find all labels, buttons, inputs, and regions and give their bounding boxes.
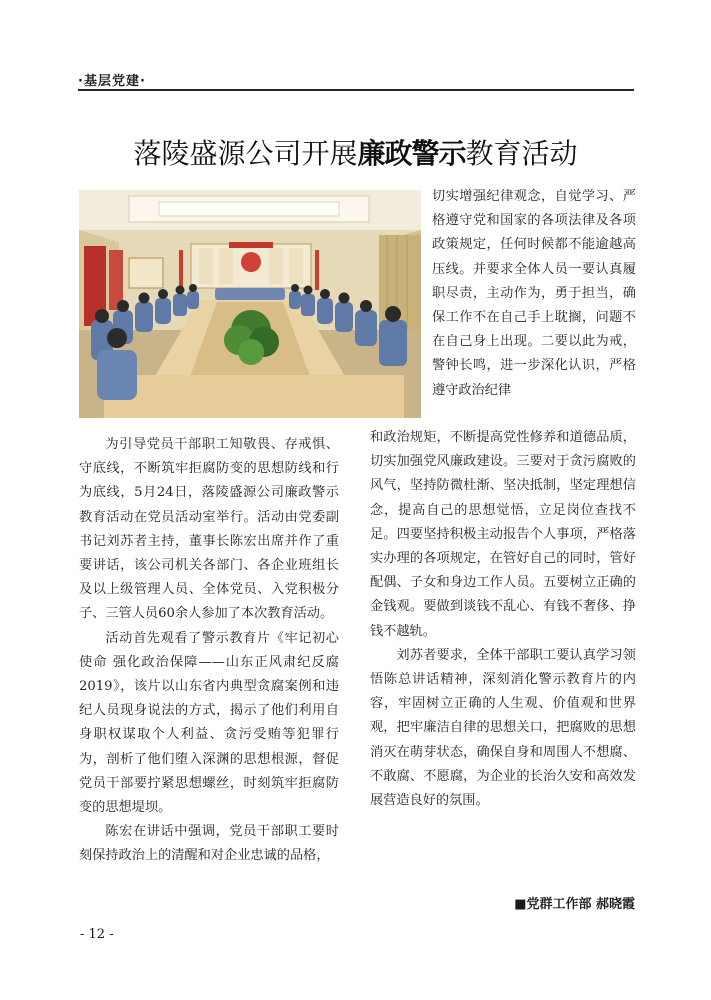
paragraph: 活动首先观看了警示教育片《牢记初心使命 强化政治保障——山东正风肃纪反腐2019》，该片以山东省内典型贪腐案例和违纪人员现身说法的方式，揭示了他们利用自身职权谋取个人利益、贪污受贿等犯罪行为，剖析了他们堕入深渊的思想根源，督促党员干部要拧紧思想螺丝，时刻筑牢拒腐防变的思想堤坝。	[79, 630, 339, 816]
paragraph: 和政治规矩，不断提高党性修养和道德品质，切实加强党风廉政建设。三要对于贪污腐败的风气，坚持防微杜渐、坚决抵制，坚定理想信念，提高自己的思想觉悟，立足岗位查找不足。四要坚持积极主动报告个人事项，严格落实办理的各项规定，在管好自己的同时，管好配偶、子女和身边工作人员。五要树立正确的金钱观。要做到谈钱不乱心、有钱不奢侈、挣钱不越轨。	[370, 430, 636, 639]
section-label: ·基层党建·	[78, 74, 146, 89]
paragraph: 陈宏在讲话中强调，党员干部职工要时刻保持政治上的清醒和对企业忠诚的品格，	[79, 824, 339, 864]
header-rule	[78, 89, 634, 91]
meeting-photo	[79, 190, 421, 418]
paragraph: 刘苏者要求，全体干部职工要认真学习领悟陈总讲话精神，深刻消化警示教育片的内容，牢固树立正确的人生观、价值观和世界观，把牢廉洁自律的思想关口，把腐败的思想消灭在萌芽状态，确保自身和周围人不想腐、不敢腐、不愿腐，为企业的长治久安和高效发展营造良好的氛围。	[370, 647, 636, 809]
title-part-2: 教育活动	[465, 137, 578, 170]
right-column-top	[432, 185, 636, 403]
paragraph: 切实增强纪律观念，自觉学习、严格遵守党和国家的各项法律及各项政策规定，任何时候都不能逾越高压线。并要求全体人员一要认真履职尽责，主动作为，勇于担当，确保工作不在自己手上耽搁，问题不在自己身上出现。二要以此为戒，警钟长鸣，进一步深化认识，严格遵守政治纪律	[432, 189, 636, 398]
byline: ■党群工作部 郝晓霞	[514, 897, 635, 912]
title-part-1: 落陵盛源公司开展	[133, 137, 358, 170]
left-column	[79, 433, 339, 869]
right-column-bottom	[370, 426, 636, 813]
page-number: - 12 -	[80, 927, 114, 942]
article-title	[0, 132, 711, 172]
paragraph: 为引导党员干部职工知敬畏、存戒惧、守底线，不断筑牢拒腐防变的思想防线和行为底线，5月24日，落陵盛源公司廉政警示教育活动在党员活动室举行。活动由党委副书记刘苏者主持，董事长陈宏出席并作了重要讲话，该公司机关各部门、各企业班组长及以上级管理人员、全体党员、入党积极分子、三管人员60余人参加了本次教育活动。	[79, 437, 339, 622]
title-highlight: 廉政警示	[357, 137, 466, 170]
